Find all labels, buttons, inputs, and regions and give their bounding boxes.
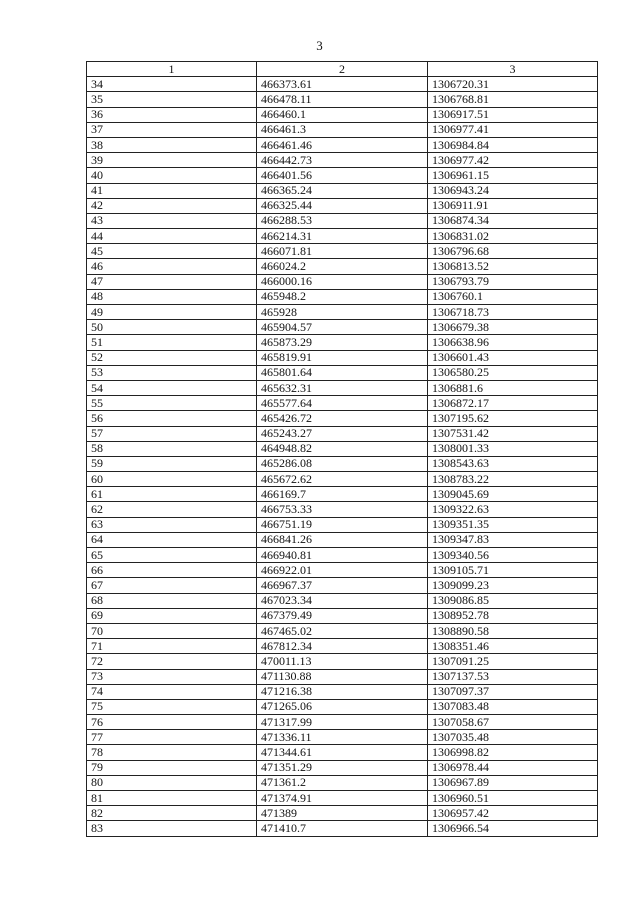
table-row	[87, 548, 598, 563]
point-number-cell: 35	[87, 92, 257, 107]
y-coordinate-cell: 1306874.34	[428, 213, 598, 228]
y-coordinate-cell: 1307195.62	[428, 411, 598, 426]
point-number-cell: 79	[87, 760, 257, 775]
point-number-cell: 49	[87, 305, 257, 320]
table-row	[87, 107, 598, 122]
point-number-cell: 61	[87, 487, 257, 502]
table-row	[87, 396, 598, 411]
table-row	[87, 274, 598, 289]
table-row	[87, 821, 598, 836]
table-row	[87, 441, 598, 456]
x-coordinate-cell: 466461.46	[257, 137, 428, 152]
table-row	[87, 775, 598, 790]
point-number-cell: 54	[87, 380, 257, 395]
y-coordinate-cell: 1307035.48	[428, 730, 598, 745]
table-row	[87, 350, 598, 365]
table-row	[87, 411, 598, 426]
table-row	[87, 305, 598, 320]
x-coordinate-cell: 471265.06	[257, 699, 428, 714]
table-row	[87, 137, 598, 152]
point-number-cell: 39	[87, 153, 257, 168]
point-number-cell: 60	[87, 472, 257, 487]
y-coordinate-cell: 1306917.51	[428, 107, 598, 122]
x-coordinate-cell: 471361.2	[257, 775, 428, 790]
point-number-cell: 68	[87, 593, 257, 608]
y-coordinate-cell: 1309322.63	[428, 502, 598, 517]
y-coordinate-cell: 1308890.58	[428, 623, 598, 638]
point-number-cell: 82	[87, 806, 257, 821]
y-coordinate-cell: 1309105.71	[428, 563, 598, 578]
column-header-3: 3	[428, 62, 598, 77]
point-number-cell: 46	[87, 259, 257, 274]
x-coordinate-cell: 465928	[257, 305, 428, 320]
y-coordinate-cell: 1309340.56	[428, 548, 598, 563]
point-number-cell: 67	[87, 578, 257, 593]
point-number-cell: 81	[87, 791, 257, 806]
point-number-cell: 37	[87, 122, 257, 137]
y-coordinate-cell: 1309045.69	[428, 487, 598, 502]
x-coordinate-cell: 466401.56	[257, 168, 428, 183]
x-coordinate-cell: 466000.16	[257, 274, 428, 289]
point-number-cell: 73	[87, 669, 257, 684]
y-coordinate-cell: 1306978.44	[428, 760, 598, 775]
y-coordinate-cell: 1306793.79	[428, 274, 598, 289]
x-coordinate-cell: 465801.64	[257, 365, 428, 380]
x-coordinate-cell: 466460.1	[257, 107, 428, 122]
point-number-cell: 70	[87, 623, 257, 638]
point-number-cell: 66	[87, 563, 257, 578]
table-row	[87, 517, 598, 532]
y-coordinate-cell: 1307058.67	[428, 715, 598, 730]
y-coordinate-cell: 1309351.35	[428, 517, 598, 532]
table-row	[87, 623, 598, 638]
x-coordinate-cell: 471216.38	[257, 684, 428, 699]
table-row	[87, 244, 598, 259]
point-number-cell: 52	[87, 350, 257, 365]
y-coordinate-cell: 1306813.52	[428, 259, 598, 274]
y-coordinate-cell: 1308952.78	[428, 608, 598, 623]
x-coordinate-cell: 471336.11	[257, 730, 428, 745]
table-row	[87, 730, 598, 745]
x-coordinate-cell: 465672.62	[257, 472, 428, 487]
point-number-cell: 43	[87, 213, 257, 228]
y-coordinate-cell: 1306760.1	[428, 289, 598, 304]
x-coordinate-cell: 466071.81	[257, 244, 428, 259]
point-number-cell: 77	[87, 730, 257, 745]
x-coordinate-cell: 466478.11	[257, 92, 428, 107]
y-coordinate-cell: 1306718.73	[428, 305, 598, 320]
table-row	[87, 229, 598, 244]
page-number: 3	[316, 38, 323, 53]
y-coordinate-cell: 1308783.22	[428, 472, 598, 487]
table-row	[87, 335, 598, 350]
x-coordinate-cell: 471317.99	[257, 715, 428, 730]
column-header-1: 1	[87, 62, 257, 77]
x-coordinate-cell: 465286.08	[257, 456, 428, 471]
table-row	[87, 593, 598, 608]
y-coordinate-cell: 1306601.43	[428, 350, 598, 365]
x-coordinate-cell: 467465.02	[257, 623, 428, 638]
x-coordinate-cell: 467812.34	[257, 639, 428, 654]
point-number-cell: 69	[87, 608, 257, 623]
table-row	[87, 487, 598, 502]
point-number-cell: 75	[87, 699, 257, 714]
y-coordinate-cell: 1309099.23	[428, 578, 598, 593]
y-coordinate-cell: 1306911.91	[428, 198, 598, 213]
x-coordinate-cell: 471351.29	[257, 760, 428, 775]
table-row	[87, 578, 598, 593]
x-coordinate-cell: 465819.91	[257, 350, 428, 365]
table-row	[87, 456, 598, 471]
point-number-cell: 34	[87, 77, 257, 92]
x-coordinate-cell: 466967.37	[257, 578, 428, 593]
table-row	[87, 502, 598, 517]
y-coordinate-cell: 1306768.81	[428, 92, 598, 107]
x-coordinate-cell: 471344.61	[257, 745, 428, 760]
point-number-cell: 62	[87, 502, 257, 517]
table-row	[87, 426, 598, 441]
y-coordinate-cell: 1307083.48	[428, 699, 598, 714]
table-row	[87, 715, 598, 730]
table-row	[87, 289, 598, 304]
y-coordinate-cell: 1309347.83	[428, 532, 598, 547]
point-number-cell: 59	[87, 456, 257, 471]
table-row	[87, 745, 598, 760]
table-row	[87, 183, 598, 198]
point-number-cell: 51	[87, 335, 257, 350]
point-number-cell: 57	[87, 426, 257, 441]
coordinates-table	[86, 61, 598, 837]
y-coordinate-cell: 1306960.51	[428, 791, 598, 806]
table-row	[87, 259, 598, 274]
point-number-cell: 80	[87, 775, 257, 790]
x-coordinate-cell: 466024.2	[257, 259, 428, 274]
x-coordinate-cell: 466751.19	[257, 517, 428, 532]
y-coordinate-cell: 1308001.33	[428, 441, 598, 456]
x-coordinate-cell: 466365.24	[257, 183, 428, 198]
y-coordinate-cell: 1306957.42	[428, 806, 598, 821]
y-coordinate-cell: 1306872.17	[428, 396, 598, 411]
table-row	[87, 563, 598, 578]
point-number-cell: 64	[87, 532, 257, 547]
y-coordinate-cell: 1307137.53	[428, 669, 598, 684]
point-number-cell: 65	[87, 548, 257, 563]
x-coordinate-cell: 464948.82	[257, 441, 428, 456]
table-row	[87, 92, 598, 107]
x-coordinate-cell: 465426.72	[257, 411, 428, 426]
point-number-cell: 76	[87, 715, 257, 730]
y-coordinate-cell: 1306966.54	[428, 821, 598, 836]
y-coordinate-cell: 1308351.46	[428, 639, 598, 654]
x-coordinate-cell: 471130.88	[257, 669, 428, 684]
table-row	[87, 213, 598, 228]
x-coordinate-cell: 465904.57	[257, 320, 428, 335]
y-coordinate-cell: 1306679.38	[428, 320, 598, 335]
table-row	[87, 153, 598, 168]
y-coordinate-cell: 1306881.6	[428, 380, 598, 395]
y-coordinate-cell: 1306977.41	[428, 122, 598, 137]
point-number-cell: 78	[87, 745, 257, 760]
point-number-cell: 47	[87, 274, 257, 289]
point-number-cell: 74	[87, 684, 257, 699]
point-number-cell: 55	[87, 396, 257, 411]
column-header-2: 2	[257, 62, 428, 77]
x-coordinate-cell: 466940.81	[257, 548, 428, 563]
y-coordinate-cell: 1306977.42	[428, 153, 598, 168]
x-coordinate-cell: 467023.34	[257, 593, 428, 608]
x-coordinate-cell: 465873.29	[257, 335, 428, 350]
point-number-cell: 44	[87, 229, 257, 244]
x-coordinate-cell: 465243.27	[257, 426, 428, 441]
x-coordinate-cell: 466753.33	[257, 502, 428, 517]
x-coordinate-cell: 465577.64	[257, 396, 428, 411]
table-row	[87, 320, 598, 335]
table-row	[87, 760, 598, 775]
y-coordinate-cell: 1306720.31	[428, 77, 598, 92]
y-coordinate-cell: 1306984.84	[428, 137, 598, 152]
table-row	[87, 608, 598, 623]
table-row	[87, 684, 598, 699]
y-coordinate-cell: 1306967.89	[428, 775, 598, 790]
x-coordinate-cell: 466442.73	[257, 153, 428, 168]
x-coordinate-cell: 470011.13	[257, 654, 428, 669]
y-coordinate-cell: 1306831.02	[428, 229, 598, 244]
table-row	[87, 806, 598, 821]
y-coordinate-cell: 1307097.37	[428, 684, 598, 699]
y-coordinate-cell: 1306998.82	[428, 745, 598, 760]
table-row	[87, 669, 598, 684]
table-row	[87, 654, 598, 669]
table-row	[87, 198, 598, 213]
point-number-cell: 83	[87, 821, 257, 836]
point-number-cell: 58	[87, 441, 257, 456]
table-row	[87, 699, 598, 714]
y-coordinate-cell: 1308543.63	[428, 456, 598, 471]
x-coordinate-cell: 471389	[257, 806, 428, 821]
y-coordinate-cell: 1306796.68	[428, 244, 598, 259]
y-coordinate-cell: 1306580.25	[428, 365, 598, 380]
table-row	[87, 472, 598, 487]
point-number-cell: 72	[87, 654, 257, 669]
point-number-cell: 48	[87, 289, 257, 304]
y-coordinate-cell: 1307531.42	[428, 426, 598, 441]
table-row	[87, 532, 598, 547]
point-number-cell: 38	[87, 137, 257, 152]
point-number-cell: 71	[87, 639, 257, 654]
y-coordinate-cell: 1306638.96	[428, 335, 598, 350]
point-number-cell: 36	[87, 107, 257, 122]
x-coordinate-cell: 466214.31	[257, 229, 428, 244]
y-coordinate-cell: 1306943.24	[428, 183, 598, 198]
table-row	[87, 365, 598, 380]
x-coordinate-cell: 466841.26	[257, 532, 428, 547]
y-coordinate-cell: 1306961.15	[428, 168, 598, 183]
table-row	[87, 380, 598, 395]
x-coordinate-cell: 466922.01	[257, 563, 428, 578]
point-number-cell: 53	[87, 365, 257, 380]
table-row	[87, 122, 598, 137]
x-coordinate-cell: 465948.2	[257, 289, 428, 304]
point-number-cell: 50	[87, 320, 257, 335]
y-coordinate-cell: 1309086.85	[428, 593, 598, 608]
y-coordinate-cell: 1307091.25	[428, 654, 598, 669]
table-row	[87, 168, 598, 183]
x-coordinate-cell: 467379.49	[257, 608, 428, 623]
x-coordinate-cell: 466288.53	[257, 213, 428, 228]
x-coordinate-cell: 466325.44	[257, 198, 428, 213]
x-coordinate-cell: 471410.7	[257, 821, 428, 836]
x-coordinate-cell: 466169.7	[257, 487, 428, 502]
table-row	[87, 791, 598, 806]
point-number-cell: 40	[87, 168, 257, 183]
point-number-cell: 63	[87, 517, 257, 532]
table-header-row	[87, 62, 598, 77]
table-row	[87, 77, 598, 92]
point-number-cell: 41	[87, 183, 257, 198]
x-coordinate-cell: 466461.3	[257, 122, 428, 137]
point-number-cell: 56	[87, 411, 257, 426]
x-coordinate-cell: 466373.61	[257, 77, 428, 92]
table-row	[87, 639, 598, 654]
point-number-cell: 45	[87, 244, 257, 259]
table-body	[87, 77, 598, 836]
point-number-cell: 42	[87, 198, 257, 213]
x-coordinate-cell: 471374.91	[257, 791, 428, 806]
x-coordinate-cell: 465632.31	[257, 380, 428, 395]
